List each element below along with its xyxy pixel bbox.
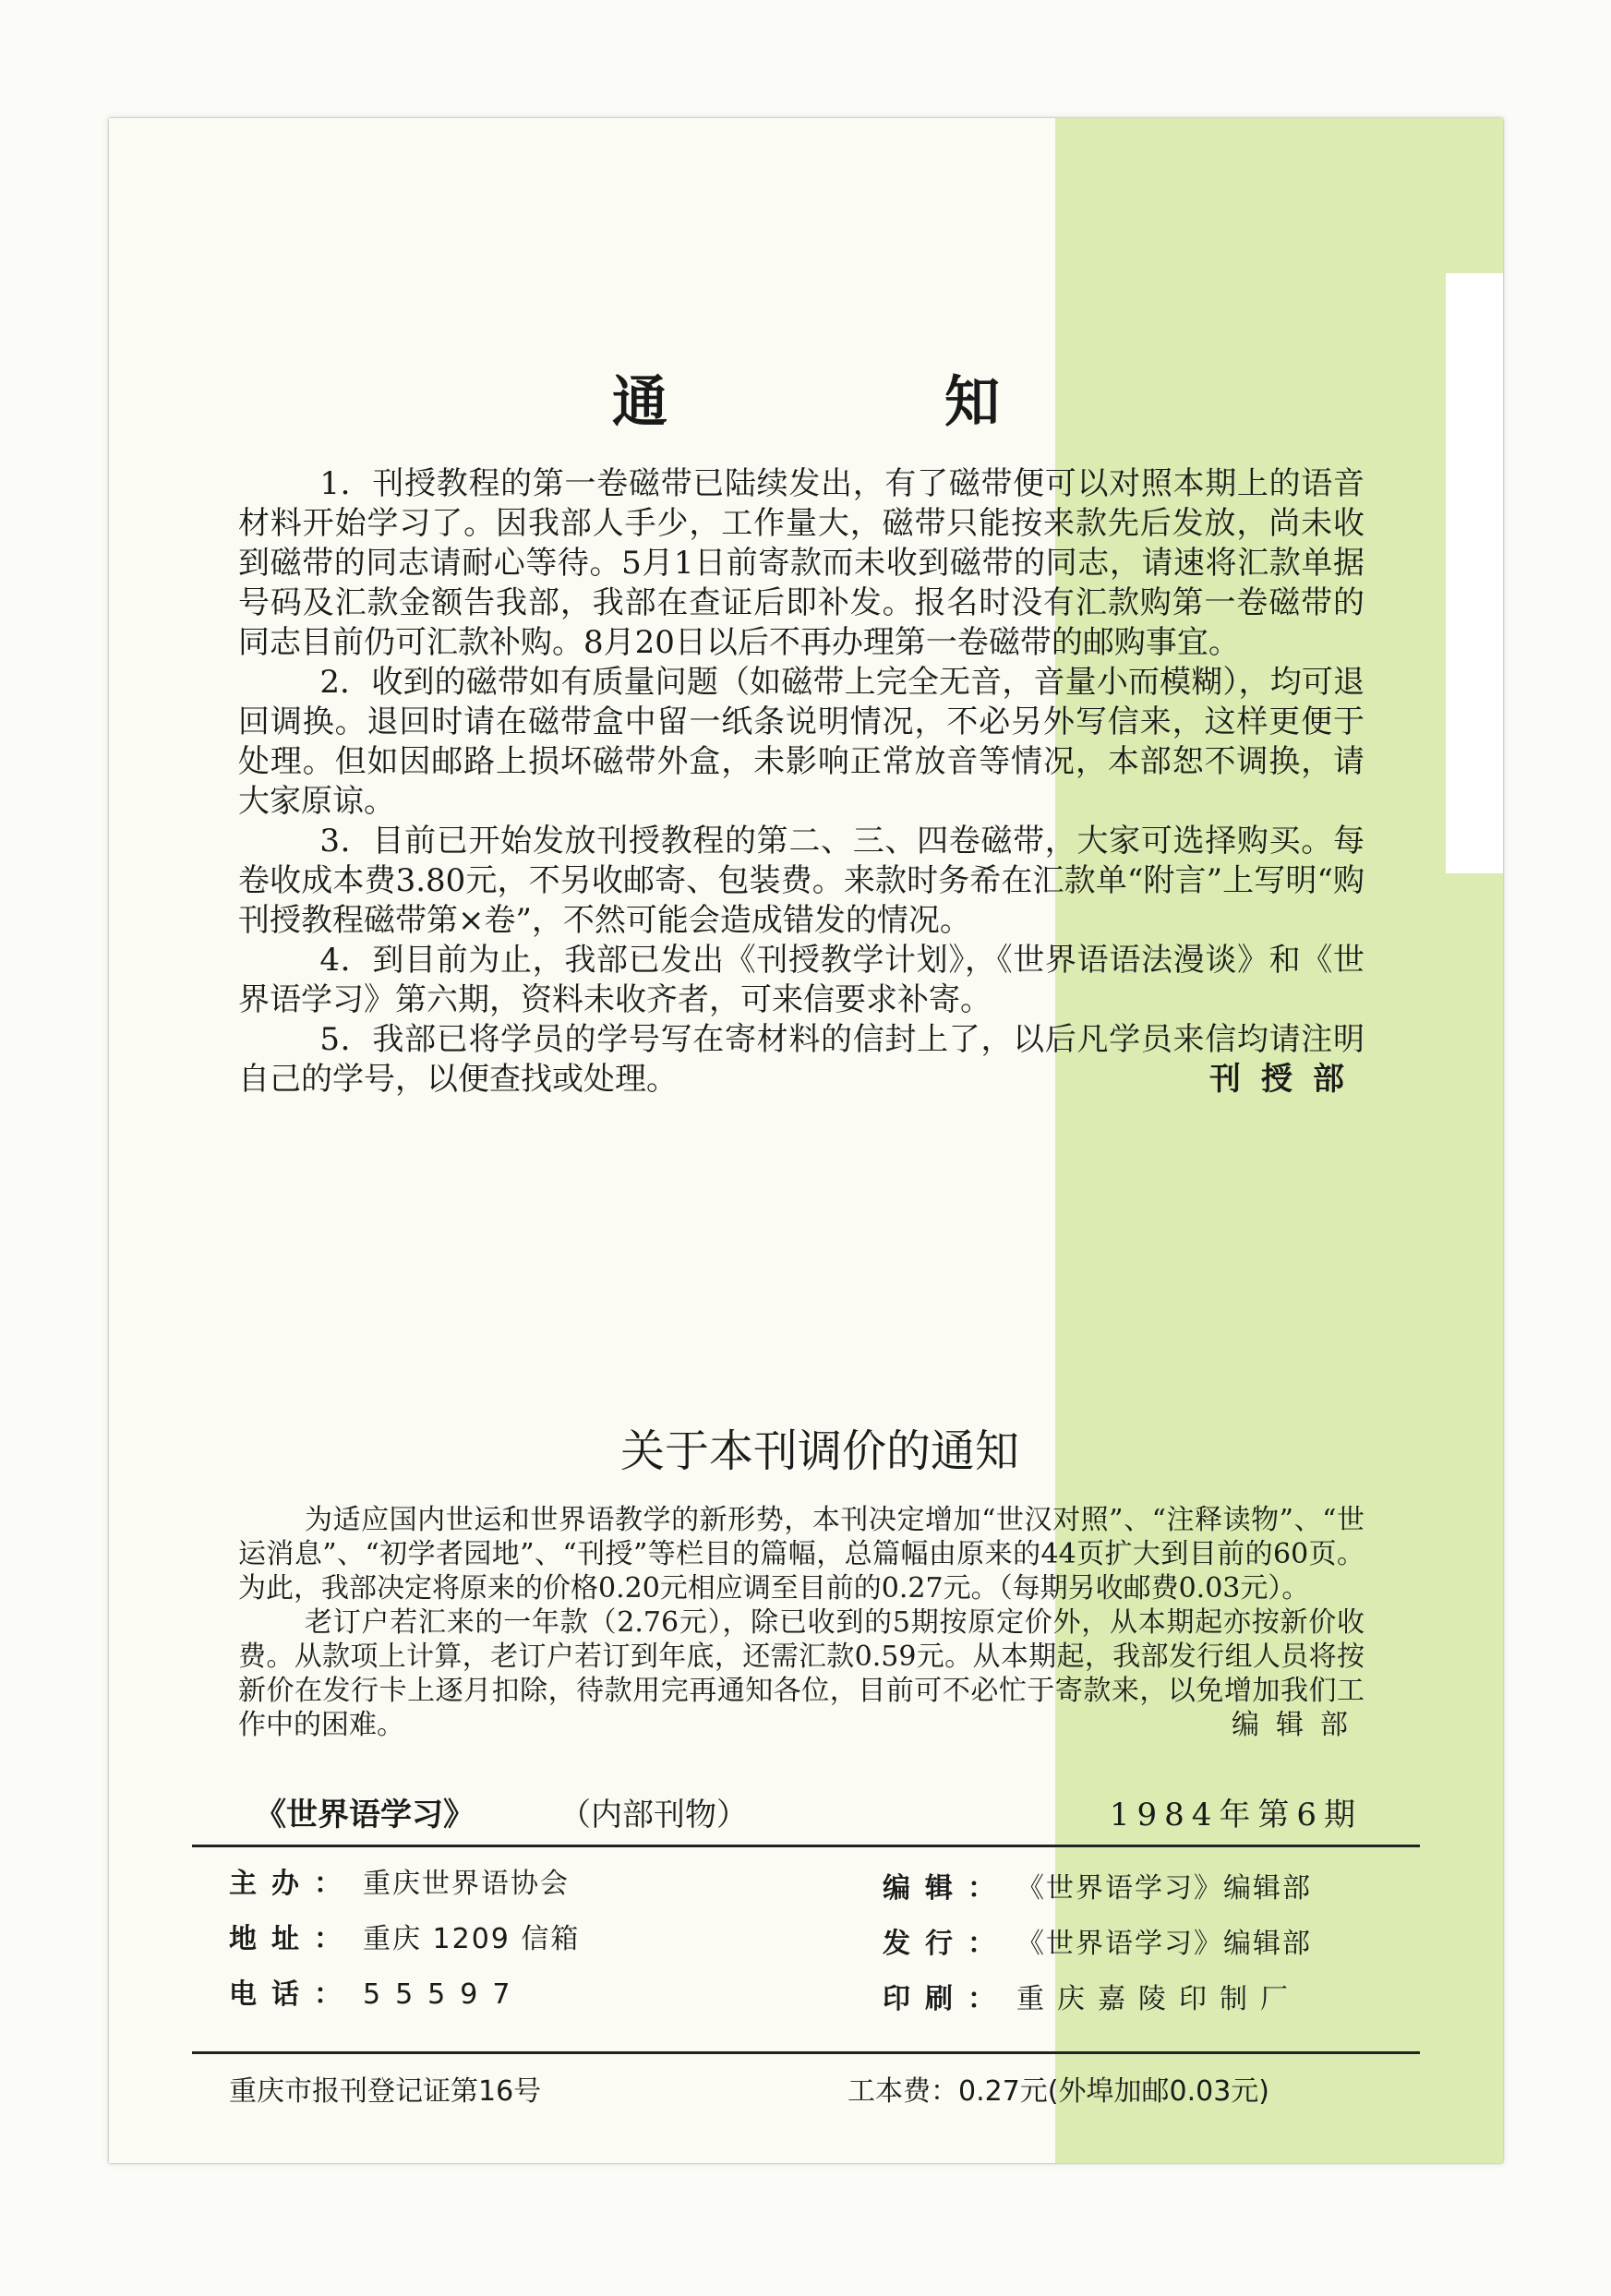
- address-label: 地址：: [229, 1923, 356, 1955]
- magazine-name: 《世界语学习》: [255, 1797, 475, 1833]
- price-notice-title: 关于本刊调价的通知: [619, 1425, 1019, 1477]
- magazine-back-page: [109, 118, 1503, 2163]
- internal-label: （内部刊物）: [559, 1797, 748, 1833]
- notice-paragraph-5: 5．我部已将学员的学号写在寄材料的信封上了，以后凡学员来信均请注明自己的学号，以便查找或处理。: [238, 1021, 1365, 1098]
- notice-paragraph-3: 3．目前已开始发放刊授教程的第二、三、四卷磁带，大家可选择购买。每卷收成本费3.80元，不另收邮寄、包装费。来款时务希在汇款单“附言”上写明“购刊授教程磁带第×卷”，不然可能会造成错发的情况。: [238, 823, 1365, 939]
- notice-paragraph-2: 2．收到的磁带如有质量问题（如磁带上完全无音，音量小而模糊），均可退回调换。退回时请在磁带盒中留一纸条说明情况，不必另外写信来，这样更便于处理。但如因邮路上损坏磁带外盒，未影响正常放音等情况，本部恕不调换，请大家原谅。: [238, 664, 1365, 820]
- address-row: [229, 1923, 580, 1956]
- editor-label: 编辑：: [883, 1872, 1010, 1905]
- publisher-value: 《世界语学习》编辑部: [1016, 1928, 1312, 1960]
- price-paragraph-2: 老订户若汇来的一年款（2.76元），除已收到的5期按原定价外，从本期起亦按新价收费。从款项上计算，老订户若订到年底，还需汇款0.59元。从本期起，我部发行组人员将按新价在发行卡上逐月扣除，待款用完再通知各位，目前可不必忙于寄款来，以免增加我们工作中的困难。: [238, 1606, 1365, 1741]
- sponsor-row: [229, 1868, 570, 1901]
- phone-row: [229, 1978, 524, 2012]
- printer-value: 重庆嘉陵印制厂: [1016, 1983, 1301, 2015]
- notice-title: 通 知: [612, 370, 1111, 435]
- printer-row: [883, 1983, 1301, 2016]
- editor-value: 《世界语学习》编辑部: [1016, 1872, 1312, 1905]
- editor-row: [883, 1872, 1312, 1905]
- registration-number: 重庆市报刊登记证第16号: [229, 2075, 542, 2108]
- price-notice-body: [238, 1503, 1365, 1742]
- publisher-row: [883, 1928, 1312, 1961]
- address-value: 重庆 1209 信箱: [363, 1923, 581, 1955]
- bottom-rule: [192, 2051, 1420, 2054]
- phone-value: 55597: [363, 1978, 525, 2011]
- publisher-label: 发行：: [883, 1928, 1010, 1960]
- price-paragraph-1: 为适应国内世运和世界语教学的新形势，本刊决定增加“世汉对照”、“注释读物”、“世运消息”、“初学者园地”、“刊授”等栏目的篇幅，总篇幅由原来的44页扩大到目前的60页。为此，我部决定将原来的价格0.20元相应调至目前的0.27元。（每期另收邮费0.03元）。: [238, 1504, 1365, 1605]
- notice-paragraph-1: 1．刊授教程的第一卷磁带已陆续发出，有了磁带便可以对照本期上的语音材料开始学习了。因我部人手少，工作量大，磁带只能按来款先后发放，尚未收到磁带的同志请耐心等待。5月1日前寄款而未收到磁带的同志，请速将汇款单据号码及汇款金额告我部，我部在查证后即补发。报名时没有汇款购第一卷磁带的同志目前仍可汇款补购。8月20日以后不再办理第一卷磁带的邮购事宜。: [238, 465, 1365, 661]
- price-info: 工本费：0.27元(外埠加邮0.03元): [848, 2075, 1270, 2108]
- phone-label: 电话：: [229, 1978, 356, 2011]
- top-rule: [192, 1845, 1420, 1847]
- printer-label: 印刷：: [883, 1983, 1010, 2015]
- notice-body: [238, 464, 1365, 1100]
- page-content: [109, 118, 1503, 2163]
- notice-paragraph-4: 4．到目前为止，我部已发出《刊授教学计划》，《世界语语法漫谈》和《世界语学习》第六期，资料未收齐者，可来信要求补寄。: [238, 942, 1365, 1018]
- sponsor-value: 重庆世界语协会: [363, 1868, 570, 1900]
- price-notice-signature: 编辑部: [1232, 1709, 1365, 1741]
- sponsor-label: 主办：: [229, 1868, 356, 1900]
- issue-number: 1984年第6期: [1109, 1797, 1363, 1833]
- notice-signature: 刊授部: [1209, 1061, 1365, 1098]
